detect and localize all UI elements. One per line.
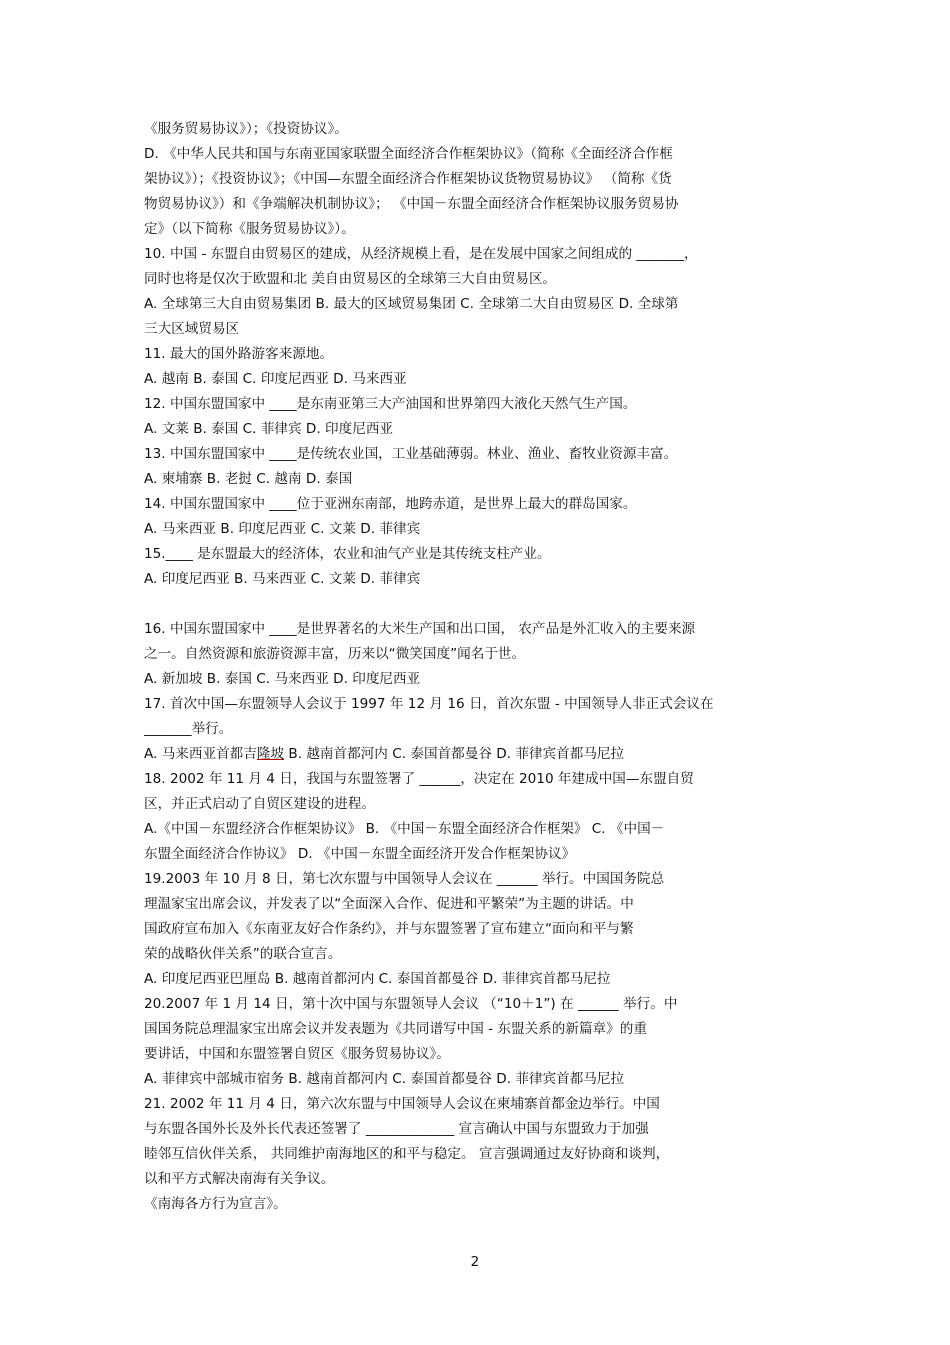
question-18-options: A.《中国－东盟经济合作框架协议》 B. 《中国－东盟全面经济合作框架》 C. 《中国－ bbox=[144, 821, 665, 837]
text-line: D. 《中华人民共和国与东南亚国家联盟全面经济合作框架协议》（简称《全面经济合作框 bbox=[144, 146, 673, 162]
option-text: A. 马来西亚首都吉 bbox=[144, 746, 257, 762]
question-16: 16. 中国东盟国家中 ____是世界著名的大米生产国和出口国， 农产品是外汇收入的主要来源 bbox=[144, 621, 696, 637]
text-line: _______举行。 bbox=[144, 721, 233, 737]
text-line: 以和平方式解决南海有关争议。 bbox=[144, 1171, 335, 1187]
text-line: 荣的战略伙伴关系”的联合宣言。 bbox=[144, 946, 342, 962]
text-line: 之一。自然资源和旅游资源丰富，历来以“微笑国度”闻名于世。 bbox=[144, 646, 526, 662]
question-13-options: A. 柬埔寨 B. 老挝 C. 越南 D. 泰国 bbox=[144, 471, 353, 487]
text-line: 同时也将是仅次于欧盟和北 美自由贸易区的全球第三大自由贸易区。 bbox=[144, 271, 557, 287]
page-number: 2 bbox=[470, 1254, 480, 1270]
text-line: 国国务院总理温家宝出席会议并发表题为《共同谱写中国 - 东盟关系的新篇章》的重 bbox=[144, 1021, 647, 1037]
text-line: 国政府宣布加入《东南亚友好合作条约》，并与东盟签署了宣布建立“面向和平与繁 bbox=[144, 921, 634, 937]
question-19: 19.2003 年 10 月 8 日，第七次东盟与中国领导人会议在 ______ 举行。中国国务院总 bbox=[144, 871, 665, 887]
text-line: 睦邻互信伙伴关系， 共同维护南海地区的和平与稳定。 宣言强调通过友好协商和谈判， bbox=[144, 1146, 670, 1162]
question-19-options: A. 印度尼西亚巴厘岛 B. 越南首都河内 C. 泰国首都曼谷 D. 菲律宾首都马尼拉 bbox=[144, 971, 611, 987]
question-12: 12. 中国东盟国家中 ____是东南亚第三大产油国和世界第四大液化天然气生产国。 bbox=[144, 396, 637, 412]
text-line: 物贸易协议》）和《争端解决机制协议》； 《中国－东盟全面经济合作框架协议服务贸易协 bbox=[144, 196, 679, 212]
question-13: 13. 中国东盟国家中 ____是传统农业国，工业基础薄弱。林业、渔业、畜牧业资源丰富。 bbox=[144, 446, 678, 462]
question-18: 18. 2002 年 11 月 4 日，我国与东盟签署了 ______，决定在 2010 年建成中国—东盟自贸 bbox=[144, 771, 694, 787]
text-line: 要讲话，中国和东盟签署自贸区《服务贸易协议》。 bbox=[144, 1046, 450, 1062]
question-20-options: A. 菲律宾中部城市宿务 B. 越南首都河内 C. 泰国首都曼谷 D. 菲律宾首都马尼拉 bbox=[144, 1071, 625, 1087]
question-15: 15.____ 是东盟最大的经济体，农业和油气产业是其传统支柱产业。 bbox=[144, 546, 551, 562]
question-15-options: A. 印度尼西亚 B. 马来西亚 C. 文莱 D. 菲律宾 bbox=[144, 571, 421, 587]
question-17-options bbox=[144, 744, 814, 764]
question-20: 20.2007 年 1 月 14 日，第十次中国与东盟领导人会议 （“10＋1”) 在 ______ 举行。中 bbox=[144, 996, 678, 1012]
answer-line: 《南海各方行为宣言》。 bbox=[144, 1196, 287, 1212]
text-line: 东盟全面经济合作协议》 D. 《中国－东盟全面经济开发合作框架协议》 bbox=[144, 846, 576, 862]
text-line: 三大区域贸易区 bbox=[144, 321, 240, 337]
question-10-options: A. 全球第三大自由贸易集团 B. 最大的区域贸易集团 C. 全球第二大自由贸易区 D. 全球第 bbox=[144, 296, 679, 312]
question-14: 14. 中国东盟国家中 ____位于亚洲东南部，地跨赤道，是世界上最大的群岛国家。 bbox=[144, 496, 637, 512]
question-12-options: A. 文莱 B. 泰国 C. 菲律宾 D. 印度尼西亚 bbox=[144, 421, 394, 437]
question-17: 17. 首次中国—东盟领导人会议于 1997 年 12 月 16 日，首次东盟 - 中国领导人非正式会议在 bbox=[144, 696, 714, 712]
text-line: 区，并正式启动了自贸区建设的进程。 bbox=[144, 796, 376, 812]
question-16-options: A. 新加坡 B. 泰国 C. 马来西亚 D. 印度尼西亚 bbox=[144, 671, 421, 687]
text-line: 定》（以下简称《服务贸易协议》）。 bbox=[144, 221, 355, 237]
text-line: 架协议》）；《投资协议》；《中国—东盟全面经济合作框架协议货物贸易协议》 （简称《货 bbox=[144, 171, 672, 187]
question-21: 21. 2002 年 11 月 4 日，第六次东盟与中国领导人会议在柬埔寨首都金边举行。中国 bbox=[144, 1096, 660, 1112]
option-text: B. 越南首都河内 C. 泰国首都曼谷 D. 菲律宾首都马尼拉 bbox=[284, 746, 625, 762]
question-11-options: A. 越南 B. 泰国 C. 印度尼西亚 D. 马来西亚 bbox=[144, 371, 407, 387]
text-line: 理温家宝出席会议，并发表了以“全面深入合作、促进和平繁荣”为主题的讲话。中 bbox=[144, 896, 634, 912]
question-11: 11. 最大的国外路游客来源地。 bbox=[144, 346, 334, 362]
question-10: 10. 中国 - 东盟自由贸易区的建成，从经济规模上看，是在发展中国家之间组成的 _______， bbox=[144, 246, 698, 262]
underlined-text: 隆坡 bbox=[256, 746, 285, 762]
question-14-options: A. 马来西亚 B. 印度尼西亚 C. 文莱 D. 菲律宾 bbox=[144, 521, 421, 537]
text-line: 与东盟各国外长及外长代表还签署了 _____________ 宣言确认中国与东盟致力于加强 bbox=[144, 1121, 649, 1137]
text-line: 《服务贸易协议》）；《投资协议》。 bbox=[144, 121, 348, 137]
